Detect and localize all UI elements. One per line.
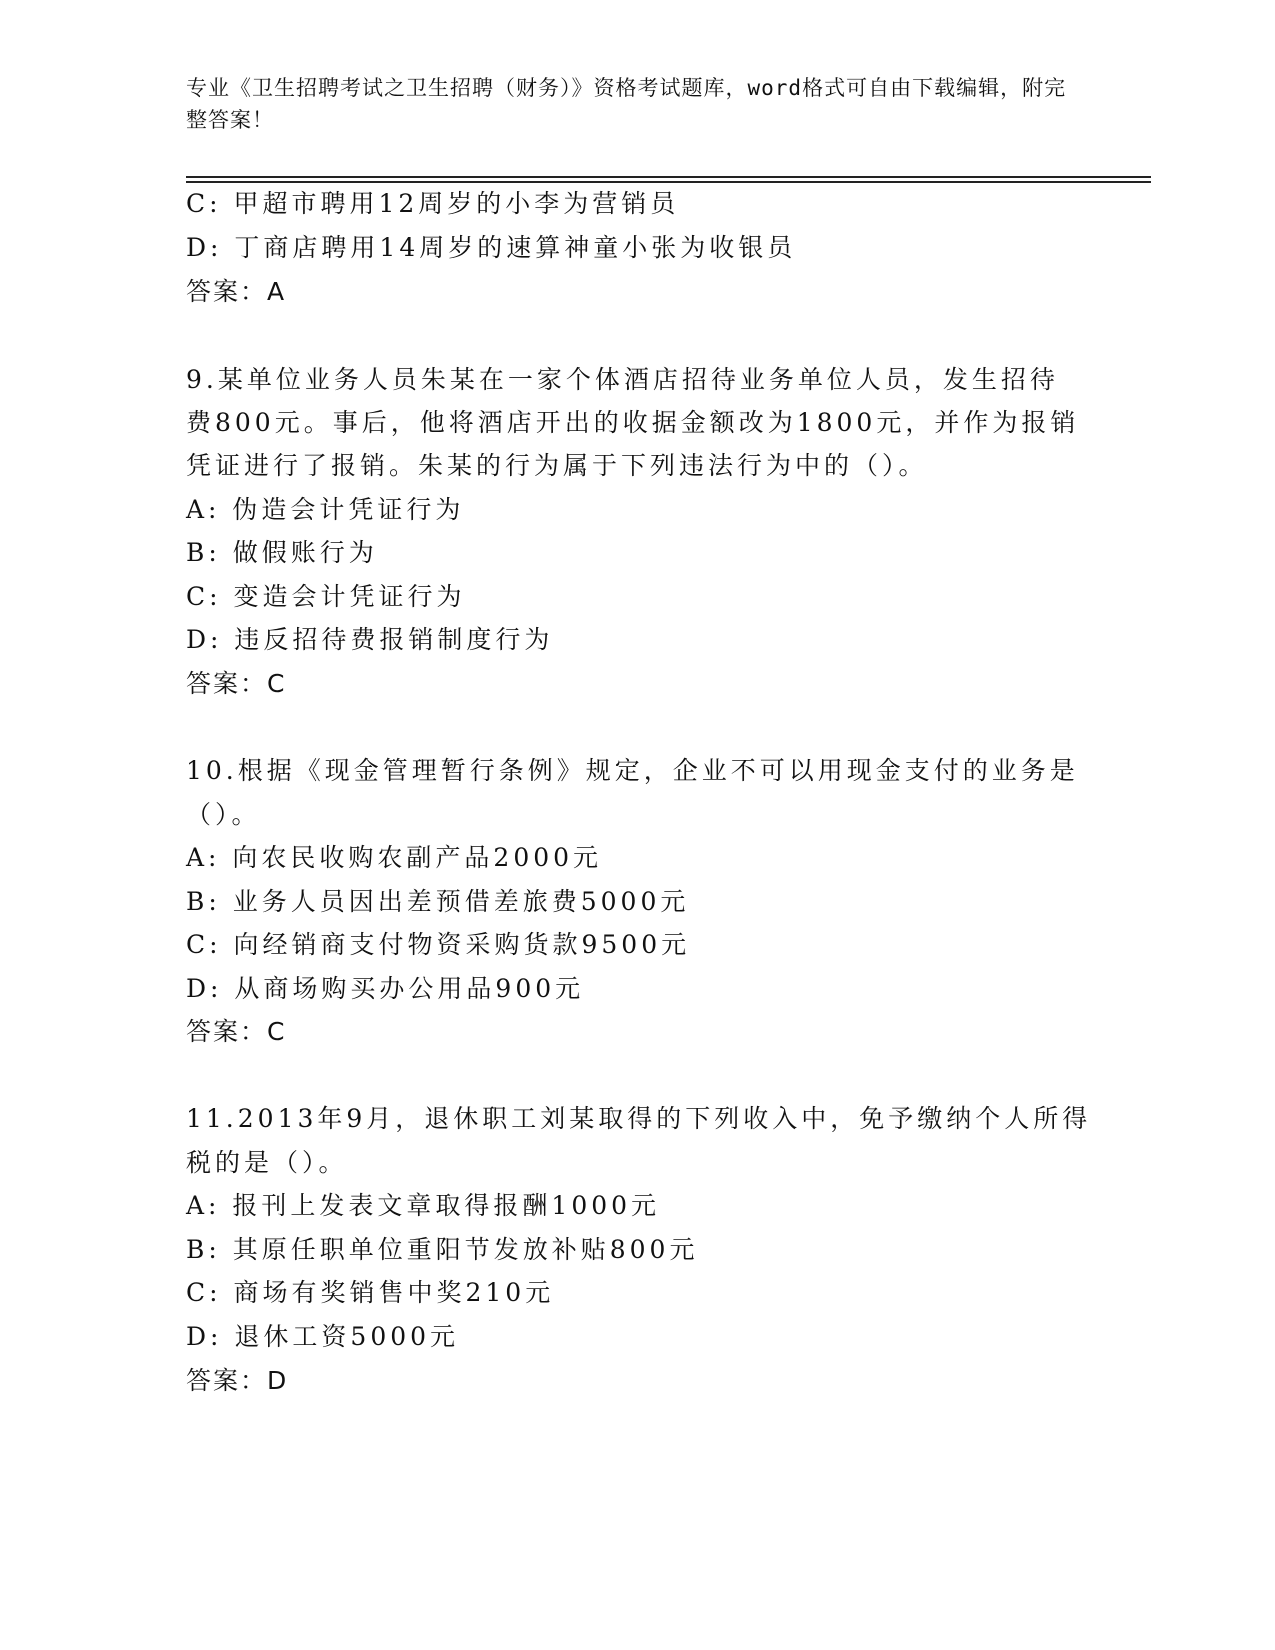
question-9-option-d: D: 违反招待费报销制度行为 (186, 625, 554, 654)
header-rule-bottom (186, 181, 1151, 183)
option-d: D: 丁商店聘用14周岁的速算神童小张为收银员 (186, 233, 797, 262)
question-9-stem-line-3: 凭证进行了报销。朱某的行为属于下列违法行为中的（）。 (186, 451, 928, 480)
answer: 答案：A (186, 277, 287, 306)
question-11-option-a: A: 报刊上发表文章取得报酬1000元 (186, 1191, 661, 1220)
question-10-stem-line-1: 10.根据《现金管理暂行条例》规定，企业不可以用现金支付的业务是 (186, 756, 1079, 785)
question-10-answer: 答案：C (186, 1017, 287, 1046)
question-11-stem-line-2: 税的是（）。 (186, 1148, 348, 1177)
question-10-option-d: D: 从商场购买办公用品900元 (186, 974, 585, 1003)
question-10-option-b: B: 业务人员因出差预借差旅费5000元 (186, 887, 690, 916)
question-9-answer: 答案：C (186, 669, 287, 698)
option-c: C: 甲超市聘用12周岁的小李为营销员 (186, 189, 680, 218)
header-rule-top (186, 176, 1151, 178)
question-9-stem-line-1: 9.某单位业务人员朱某在一家个体酒店招待业务单位人员，发生招待 (186, 365, 1059, 394)
question-11-stem-line-1: 11.2013年9月，退休职工刘某取得的下列收入中，免予缴纳个人所得 (186, 1104, 1092, 1133)
question-10-option-a: A: 向农民收购农副产品2000元 (186, 843, 603, 872)
question-11-option-b: B: 其原任职单位重阳节发放补贴800元 (186, 1235, 699, 1264)
question-9-stem-line-2: 费800元。事后，他将酒店开出的收据金额改为1800元，并作为报销 (186, 408, 1080, 437)
question-11-option-d: D: 退休工资5000元 (186, 1322, 460, 1351)
question-9-option-a: A: 伪造会计凭证行为 (186, 495, 465, 524)
question-10-option-c: C: 向经销商支付物资采购货款9500元 (186, 930, 691, 959)
question-10-stem-line-2: （）。 (186, 800, 261, 829)
question-9-option-b: B: 做假账行为 (186, 538, 378, 567)
page-header: 专业《卫生招聘考试之卫生招聘（财务）》资格考试题库，word格式可自由下载编辑，附完整答案！ (186, 76, 1067, 132)
question-11-option-c: C: 商场有奖销售中奖210元 (186, 1278, 555, 1307)
question-11-answer: 答案：D (186, 1366, 289, 1395)
question-9-option-c: C: 变造会计凭证行为 (186, 582, 466, 611)
